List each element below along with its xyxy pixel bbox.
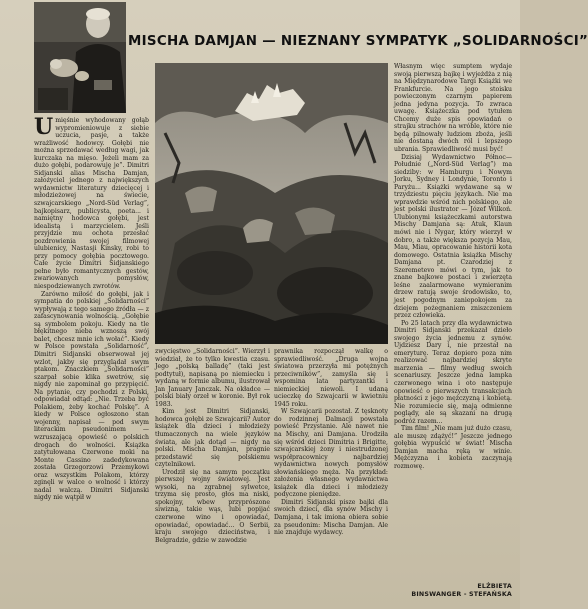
author-byline bbox=[394, 583, 512, 598]
portrait-photo bbox=[34, 2, 126, 113]
paragraph: Zarówno miłość do gołębi, jak i sympatia do polskiej „Solidarności” wypływają z tego samego źródła — z zafascynowania wolnością. „Gołębie są symbolem pokoju. Kiedy na tle błękitnego nieba wznoszą swój balet, chcesz mnie ich wołać”. Kiedy w Polsce powstała „Solidarność”, Dimitri Sidjanski obserwował jej wzlot, jakby się przyglądał swym ptakom. Znaczkiem „Solidarności” szarpał sobie klika swetrów, się nigdy nie zapominał go przypięcić. Na pytanie, czy pochodzi z Polski, odpowiadał odtąd: „Nie. Trzeba być Polakiem, żeby kochać Polskę”. A kiedy w Polsce ogłoszono stan wojenny, napisał — pod swym literackim pseudonimem — wzruszającą opowieść o polskich drogach do wolności. Książka zatytułowana Czerwone moki na Monte Cassino zadedykowana została Grzegorzowi Przemykowi oraz wszystkim Polakom, którzy zginęli w walce o wolność i którzy nadal walczą. Dimitri Sidjanski nigdy nie wątpił w bbox=[34, 290, 149, 502]
paragraph: Własnym więc sumptem wydaje swoją pierwszą bajkę i wyjeżdża z nią na Międzynarodowe Targi Książki we Frankfurcie. Na jego stoisku powieczonym czarnym papierem jedna jedyna pozycja. To zwraca uwagę. Książeczka pod tytułem Chcemy duże spis opowiadań o strajku strachów na wróble, które nie będą pilnowały ludziom zboża, jeśli nie dostaną dwóch ról i lepszego ubrania. Sprawiedliwość musi być! bbox=[394, 63, 512, 154]
painting-photo bbox=[155, 63, 388, 344]
paragraph: Tim film! „Nie mam już dużo czasu, ale muszę zdążyć!” Jeszcze jednego gołębia wypuścić w świat! Mischa Damjan macha ręką w winie. Mężczyzna i kobieta zaczynają rozmowę. bbox=[394, 425, 512, 470]
paragraph: W Szwajcarii pozostał. Z tęsknoty do rodzinnej Dalmacji powstała powieść Przystanie. Ale nawet nie na Mischy, ani Damjana. Urodziła się wśród dzieci Dimitria i Brigitte, szwajcarskiej żony i niestrudzonej współpracownicy najbardziej wydawnictwa nowych pomysłów słowiańskiego męża. Na przykład: założenia własnego wydawnictwa książek dla dzieci i młodzieży podyczone pieniędze. bbox=[274, 408, 388, 499]
paragraph: Dzisiaj Wydawnictwo Północ—Południe („Nord-Süd Verlag”) ma siedziby: w Hamburgu i Nowym Jorku, Sydney i Londynie, Toronto i Paryżu... Książki wydawane są w trzydziestu pięciu językach. Nie ma wprawdzie wśród nich polskiego, ale jest polski ilustrator — Józef Wilkoń. Ulubionymi książeczkami autorstwa Mischy Damjana są: Atuk, Klaun mówi nie i Nygar, który wierzył w dobro, a także większa pozycja Mau, Mau, Miau, opracowanie historii kota domowego. Ostatnia książka Mischy Damjana pt. Czarodziej z Szeremetevo mówi o tym, jak to znane bajkowe postaci i zwierzęta leśne zaalarmowane wymieranim drzew ratują swoje środowisko, to, jest pogodnym zaniepokojem za dziejem pożegnaniem zniszczeniem przez człowieka. bbox=[394, 153, 512, 320]
article-headline: MISCHA DAMJAN — NIEZNANY SYMPATYK „SOLIDARNOŚCI” bbox=[128, 34, 588, 49]
paragraph: Kim jest Dimitri Sidjanski, hodowca gołębi ze Szwajcarii? Autor książek dla dzieci i młodzieży tłumaczonych na wiele języków świata, ale jak dotąd — nigdy na polski. Mischa Damjan, pragnie przedstawić się polskiemu czytelnikowi. bbox=[155, 408, 270, 469]
author-first-name: ELŻBIETA bbox=[477, 583, 512, 590]
paragraph: prawnika rozpoczął walkę o sprawiedliwość. „Druga wojna światowa przerzyła mi potężnych przeciwników”, zamyśla się i wspomina lata partyzantki i niemieckiej niewoli. I udaną ucieczkę do Szwajcarii w kwietniu 1945 roku. bbox=[274, 348, 388, 408]
paragraph: Urodził się na samym początku pierwszej wojny światowej. Jest wysoki, na zgrabnej sylwetce, trzyma się prosto, głos ma niski, spokojny, wbew przyprószone siwizną, takie wąs, lubi popijać czerwone wino i opowiadać, opowiadać, opowiadać... O Serbii, kraju swojego dzieciństwa, i Belgradzie, gdzie w zawodzie bbox=[155, 468, 270, 544]
text-column-3 bbox=[274, 348, 388, 593]
text-column-1 bbox=[34, 114, 149, 589]
paragraph: Po 25 latach przy dla wydawnictwa Dimitri Sidjanski przekazał dzieło swojego życia jednemu z synów. Ujdziesz Dary i, nie przestał na emeryturę. Teraz dopiero poza nim realizować najbardziej skryte marzenia — filmy według swoich scenariuszy. Jeszcze jedna lampka czerwonego wina i oto następuje opowieść o pierwszych transakcjach płatności z jego mężczyzną i kobietą. Nie rozumiecie się, mają odmienne poglądy, ale są skazani na drugą podróż razem... bbox=[394, 319, 512, 425]
paragraph: zwycięstwo „Solidarności”. Wierzył i wiedział, że to tylko kwestia czasu. Jego „polską balladę” (taki jest podtytuł), napisaną po niemiecku i wydaną w formie albumu, ilustrował Jan January Janczak. Na okładce — polski biały orzeł w koronie. Był rok 1983. bbox=[155, 348, 270, 408]
text-column-4 bbox=[394, 63, 512, 581]
text-column-2 bbox=[155, 348, 270, 593]
author-last-name: BINSWANGER - STEFAŃSKA bbox=[411, 590, 512, 598]
paragraph: Dimitri Sidjanski pisze bajki dla swoich dzieci, dla synów Mischy i Damjana, i tak imiona obiera sobie za pseudonim: Mischa Damjan. Ale nie znajduje wydawcy. bbox=[274, 498, 388, 537]
paragraph: Umięśnie wyhodowany gołąb wypromieniowuje z siebie uczucia, pasje, a także wrażliwość hodowcy. Gołębi nie można sprzedawać według wagi, jak kurczaka na mięso. Jeżeli mam za dużo gołębi, podarowuję je”. Dimitri Sidjanski alias Mischa Damjan, założyciel jednego z największych wydawnictw literatury dziecięcej i młodzieżowej na świecie, szwajcarskiego „Nord-Süd Verlag”, bajkopisarz, publicysta, poeta... i namiętny hodowca gołębi, jest idealistą i marzycielem. Jeśli przyjdzie mu ochota przesłać pozdrowienia swojej filmowej ulubienicy, Nastasji Kinsky, robi to przy pomocy gołębia pocztowego. Całe życie Dimitri Sidjanskiego pełne było romantycznych gestów, zwariowanych pomysłów, niespodziewanych zwrotów. bbox=[34, 114, 149, 291]
drop-cap: U bbox=[34, 114, 54, 140]
